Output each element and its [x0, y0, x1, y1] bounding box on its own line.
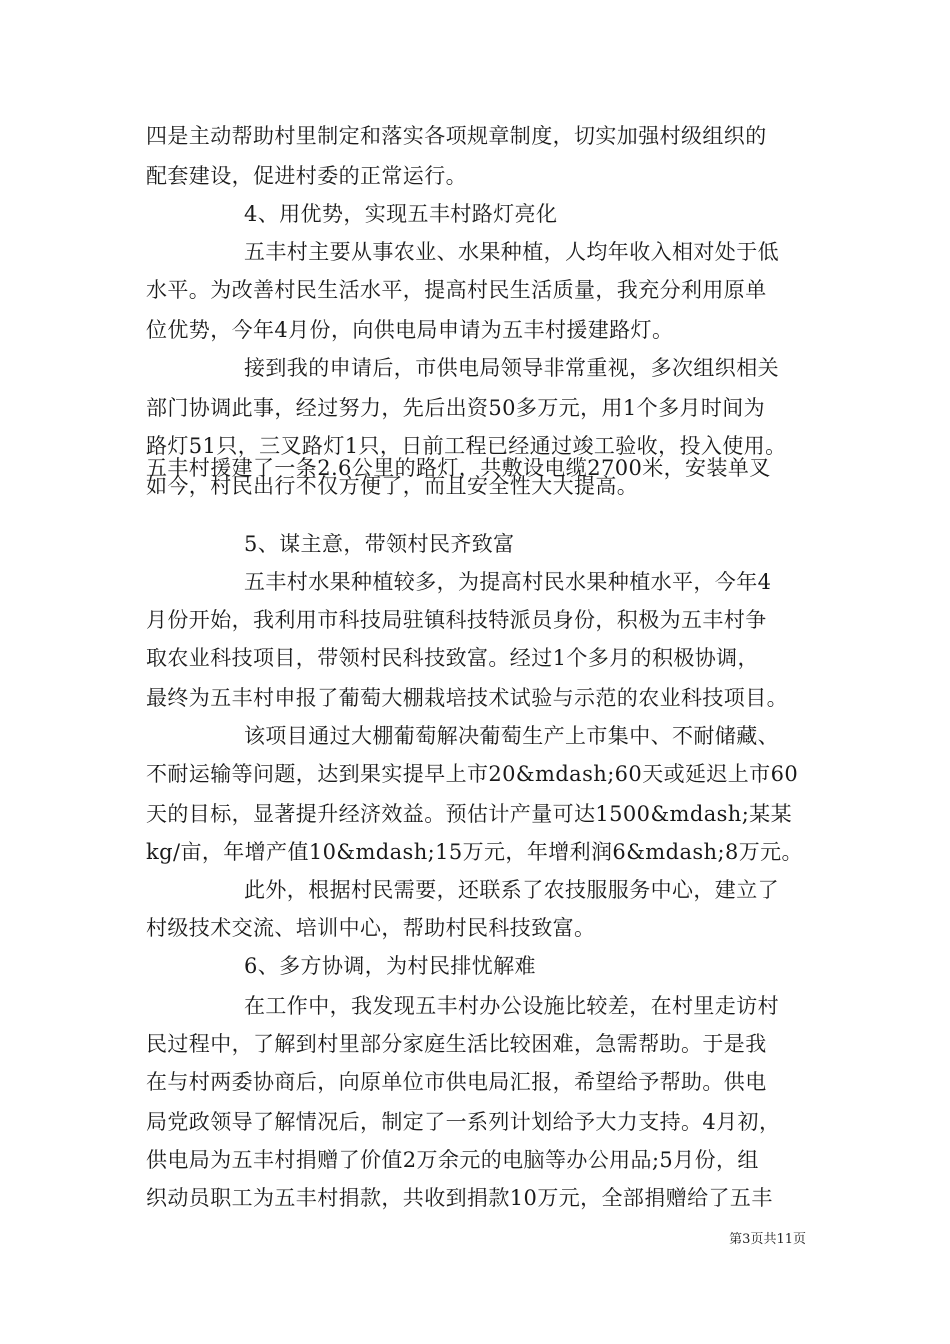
- text-line: 民过程中，了解到村里部分家庭生活比较困难，急需帮助。于是我: [146, 1032, 767, 1056]
- text-line: 配套建设，促进村委的正常运行。: [146, 164, 467, 188]
- text-line: 部门协调此事，经过努力，先后出资50多万元，用1个多月时间为: [146, 396, 766, 420]
- page-number: 第3页共11页: [729, 1232, 806, 1247]
- text-line: 村级技术交流、培训中心，帮助村民科技致富。: [146, 916, 596, 940]
- text-line: 该项目通过大棚葡萄解决葡萄生产上市集中、不耐储藏、: [244, 724, 779, 748]
- text-line: 五丰村水果种植较多，为提高村民水果种植水平，今年4: [244, 570, 772, 594]
- text-line: 取农业科技项目，带领村民科技致富。经过1个多月的积极协调，: [146, 646, 759, 670]
- text-line: 在工作中，我发现五丰村办公设施比较差，在村里走访村: [244, 994, 779, 1018]
- text-line: 五丰村援建了一条2.6公里的路灯，共敷设电缆2700米，安装单叉: [146, 456, 771, 480]
- text-line: kg/亩，年增产值10&mdash;15万元，年增利润6&mdash;8万元。: [146, 840, 803, 864]
- section-heading: 4、用优势，实现五丰村路灯亮化: [244, 202, 558, 226]
- text-line: 在与村两委协商后，向原单位市供电局汇报，希望给予帮助。供电: [146, 1070, 767, 1094]
- text-line: 天的目标，显著提升经济效益。预估计产量可达1500&mdash;某某: [146, 802, 792, 826]
- section-heading: 5、谋主意，带领村民齐致富: [244, 532, 515, 556]
- text-line: 五丰村主要从事农业、水果种植，人均年收入相对处于低: [244, 240, 779, 264]
- text-line: 水平。为改善村民生活水平，提高村民生活质量，我充分利用原单: [146, 278, 767, 302]
- text-line: 位优势，今年4月份，向供电局申请为五丰村援建路灯。: [146, 318, 674, 342]
- text-line: 接到我的申请后，市供电局领导非常重视，多次组织相关: [244, 356, 779, 380]
- text-line: 四是主动帮助村里制定和落实各项规章制度，切实加强村级组织的: [146, 124, 767, 148]
- text-line: 最终为五丰村申报了葡萄大棚栽培技术试验与示范的农业科技项目。: [146, 686, 788, 710]
- text-line: 此外，根据村民需要，还联系了农技服服务中心，建立了: [244, 878, 779, 902]
- text-line: 月份开始，我利用市科技局驻镇科技特派员身份，积极为五丰村争: [146, 608, 767, 632]
- text-line: 路灯51只，三叉路灯1只，日前工程已经通过竣工验收，投入使用。: [146, 434, 787, 458]
- text-line: 不耐运输等问题，达到果实提早上市20&mdash;60天或延迟上市60: [146, 762, 799, 786]
- text-line: 如今，村民出行不仅方便了，而且安全性大大提高。: [146, 474, 639, 498]
- section-heading: 6、多方协调，为村民排忧解难: [244, 954, 536, 978]
- text-line: 织动员职工为五丰村捐款，共收到捐款10万元，全部捐赠给了五丰: [146, 1186, 773, 1210]
- text-line: 供电局为五丰村捐赠了价值2万余元的电脑等办公用品;5月份，组: [146, 1148, 759, 1172]
- text-line: 局党政领导了解情况后，制定了一系列计划给予大力支持。4月初，: [146, 1110, 781, 1134]
